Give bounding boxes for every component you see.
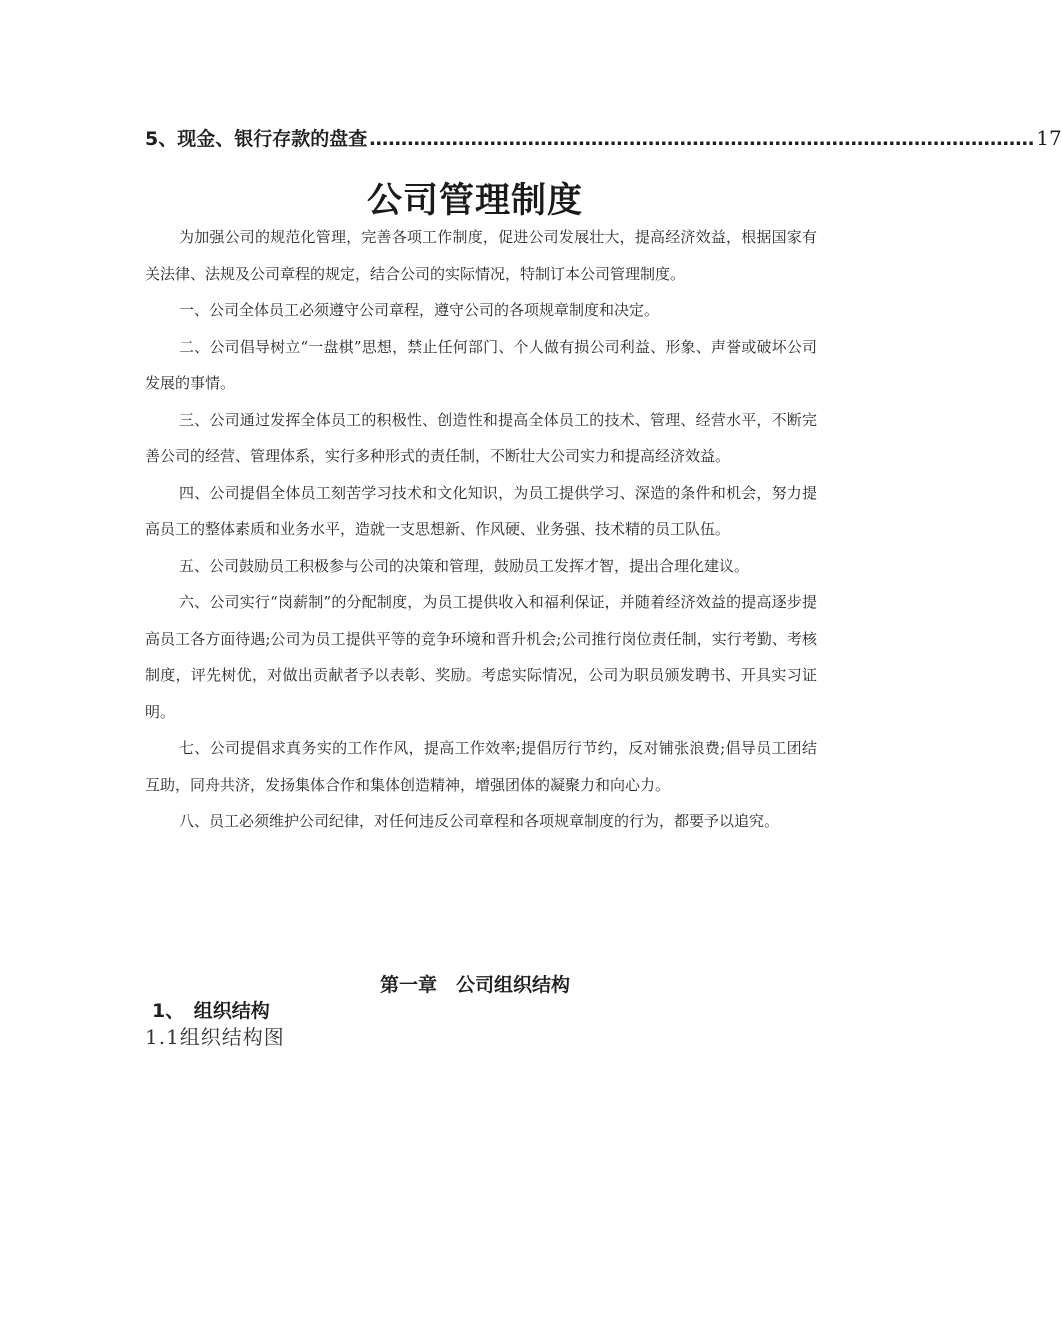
toc-dot-leader: …………………………………………………………………………………………… (369, 128, 1035, 150)
paragraph-article-2: 二、公司倡导树立“一盘棋”思想，禁止任何部门、个人做有损公司利益、形象、声誉或破坏公司发展的事情。 (145, 337, 817, 392)
paragraph-article-1: 一、公司全体员工必须遵守公司章程，遵守公司的各项规章制度和决定。 (179, 301, 660, 319)
subsection-heading: 1.1组织结构图 (145, 1025, 285, 1049)
toc-page-number: 17 (1036, 126, 1062, 150)
document-title: 公司管理制度 (366, 181, 583, 221)
chapter-heading: 第一章 公司组织结构 (379, 974, 570, 996)
toc-entry-title: 5、现金、银行存款的盘查 (145, 128, 368, 150)
paragraph-article-7: 七、公司提倡求真务实的工作作风，提高工作效率;提倡厉行节约，反对铺张浪费;倡导员工团结互助，同舟共济，发扬集体合作和集体创造精神，增强团体的凝聚力和向心力。 (145, 739, 817, 794)
paragraph-article-8: 八、员工必须维护公司纪律，对任何违反公司章程和各项规章制度的行为，都要予以追究。 (179, 812, 780, 830)
section-heading: 1、 组织结构 (152, 1000, 270, 1022)
body-text (145, 219, 817, 840)
paragraph-intro: 为加强公司的规范化管理，完善各项工作制度，促进公司发展壮大，提高经济效益，根据国家有关法律、法规及公司章程的规定，结合公司的实际情况，特制订本公司管理制度。 (145, 228, 817, 283)
paragraph-article-4: 四、公司提倡全体员工刻苦学习技术和文化知识，为员工提供学习、深造的条件和机会，努力提高员工的整体素质和业务水平，造就一支思想新、作风硬、业务强、技术精的员工队伍。 (145, 483, 817, 538)
paragraph-article-5: 五、公司鼓励员工积极参与公司的决策和管理，鼓励员工发挥才智，提出合理化建议。 (179, 556, 750, 575)
toc-entry[interactable] (145, 124, 1062, 152)
paragraph-article-6: 六、公司实行“岗薪制”的分配制度，为员工提供收入和福利保证，并随着经济效益的提高逐步提高员工各方面待遇;公司为员工提供平等的竞争环境和晋升机会;公司推行岗位责任制，实行考勤、考核制度，评先树优，对做出贡献者予以表彰、奖励。考虑实际情况，公司为职员颁发聘书、开具实习证明。 (145, 593, 817, 721)
paragraph-article-3: 三、公司通过发挥全体员工的积极性、创造性和提高全体员工的技术、管理、经营水平，不断完善公司的经营、管理体系，实行多种形式的责任制，不断壮大公司实力和提高经济效益。 (145, 410, 817, 465)
